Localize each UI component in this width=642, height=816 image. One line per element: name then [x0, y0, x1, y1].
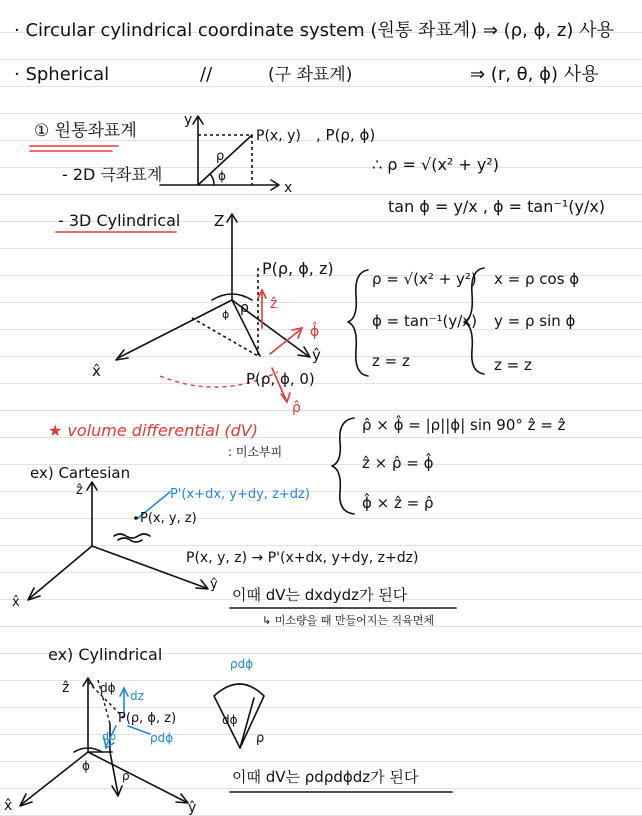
cyl3d-rhohat: ρ̂ [292, 400, 301, 416]
header-spherical-coords: ⇒ (r, θ, ϕ) 사용 [470, 64, 599, 85]
polar-rho: ρ [216, 149, 225, 164]
inv-z: z = z [494, 356, 532, 374]
polar-axis-x: x [284, 180, 293, 196]
cyl3d-zhat: ẑ [270, 296, 278, 312]
rho-formula: ∴ ρ = √(x² + y²) [372, 155, 500, 174]
cyl3d-rho: ρ [240, 300, 249, 316]
cross-z-rho: ẑ × ρ̂ = ϕ̂ [362, 454, 434, 472]
polar-phi: ϕ [218, 169, 226, 183]
cyl3d-phi: ϕ [222, 308, 230, 321]
tan-formula: tan ϕ = y/x , ϕ = tan⁻¹(y/x) [388, 197, 606, 216]
cone-rho-dphi: ρdϕ [230, 657, 254, 671]
cyl-ex-phi: ϕ [82, 759, 90, 773]
cyl-ex-axis-y: ŷ [188, 800, 197, 816]
header-spherical-korean: (구 좌표계) [268, 65, 353, 85]
header-ditto: // [200, 64, 213, 85]
cartesian-point-prime: P'(x+dx, y+dy, z+dz) [170, 487, 310, 502]
cartesian-note: ↳ 미소량을 때 만들어지는 직육면체 [262, 614, 434, 627]
eq-phi: ϕ = tan⁻¹(y/x) [372, 312, 478, 330]
cyl3d-phihat: ϕ̂ [310, 324, 320, 340]
cartesian-title: ex) Cartesian [30, 464, 131, 482]
inv-x: x = ρ cos ϕ [494, 270, 580, 288]
cyl-ex-drho: dρ [102, 730, 116, 743]
cyl-ex-dphi: dϕ [100, 681, 116, 695]
section-title: ① 원통좌표계 [34, 121, 137, 141]
polar-axis-y: y [184, 112, 193, 128]
eq-rho: ρ = √(x² + y²) [372, 270, 477, 288]
inv-y: y = ρ sin ϕ [494, 312, 576, 330]
header-spherical: · Spherical [14, 64, 110, 85]
cyl3d-xhat: x̂ [92, 362, 101, 380]
cartesian-dv: 이때 dV는 dxdydz가 된다 [232, 586, 408, 604]
cyl3d-point: P(ρ, ϕ, z) [262, 259, 334, 278]
header-line-cylindrical: · Circular cylindrical coordinate system (원통 좌표계) ⇒ (ρ, ϕ, z) 사용 [14, 20, 614, 41]
cartesian-axis-z: ẑ [76, 483, 83, 498]
cone-dphi: dϕ [222, 713, 238, 727]
cartesian-axis-y: ŷ [210, 577, 218, 592]
cartesian-point: P(x, y, z) [140, 511, 197, 526]
cyl-ex-point: P(ρ, ϕ, z) [118, 711, 177, 726]
eq-z: z = z [372, 352, 410, 370]
cylindrical-dv: 이때 dV는 ρdρdϕdz가 된다 [232, 768, 419, 786]
cylindrical-title: ex) Cylindrical [48, 645, 163, 664]
cyl-ex-axis-z: ẑ [62, 680, 70, 696]
cone-rho: ρ [256, 731, 265, 746]
cartesian-axis-x: x̂ [12, 595, 20, 610]
cyl3d-axis-z: Z [214, 212, 225, 230]
polar-point: P(x, y) [256, 128, 301, 144]
cartesian-transition: P(x, y, z) → P'(x+dx, y+dy, z+dz) [186, 550, 419, 566]
cross-rho-phi: ρ̂ × ϕ̂ = |ρ||ϕ| sin 90° ẑ = ẑ [362, 416, 566, 434]
cross-brace [332, 418, 354, 514]
polar-point-polar: , P(ρ, ϕ) [316, 126, 376, 144]
cross-phi-z: ϕ̂ × ẑ = ρ̂ [362, 494, 434, 512]
cyl3d-projection: P(ρ, ϕ, 0) [246, 370, 315, 388]
item-3d-cylindrical: - 3D Cylindrical [58, 211, 181, 230]
item-2d-polar: - 2D 극좌표계 [62, 165, 163, 184]
cyl-ex-rho-dphi: ρdϕ [150, 731, 174, 745]
cyl-ex-axis-x: x̂ [4, 798, 13, 814]
volume-title: ★ volume differential (dV) [48, 421, 258, 440]
cyl3d-yhat: ŷ [312, 346, 321, 364]
cyl-ex-rho: ρ [122, 769, 130, 783]
volume-subtitle: : 미소부피 [228, 445, 283, 459]
cyl-ex-dz: dz [130, 689, 144, 703]
